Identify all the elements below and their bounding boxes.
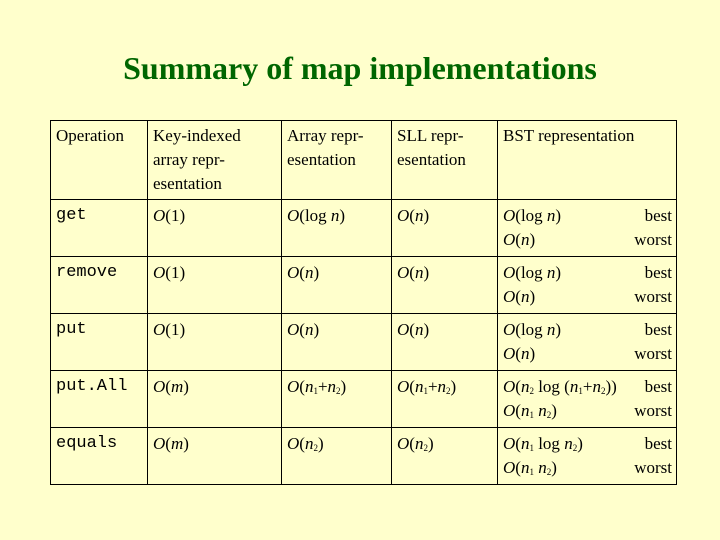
bst-best-line <box>503 318 672 342</box>
operation-cell: put <box>51 314 148 371</box>
header-key-indexed-line: array repr- <box>153 150 225 169</box>
best-label: best <box>644 263 672 282</box>
table-row <box>51 371 677 428</box>
bst-cell <box>498 200 677 257</box>
header-key-indexed-line: Key-indexed <box>153 126 241 145</box>
bst-worst-value: O(n) <box>503 344 536 363</box>
map-implementations-table <box>50 120 677 485</box>
header-array-line: Array repr- <box>287 126 364 145</box>
table-row <box>51 200 677 257</box>
header-key-indexed <box>148 121 282 200</box>
header-operation: Operation <box>51 121 148 200</box>
bst-worst-value: $O(n_1$ $n_2$) <box>503 401 557 420</box>
bst-best-value: O(log n) <box>503 320 562 339</box>
array-cell: O(n) <box>282 314 392 371</box>
bst-best-value: O(log n) <box>503 206 562 225</box>
sll-cell: O(n) <box>392 314 498 371</box>
key-indexed-cell: O(1) <box>148 257 282 314</box>
sll-cell: $O(n_1+n_2)$ <box>392 371 498 428</box>
bst-worst-line <box>503 285 672 309</box>
operation-cell: get <box>51 200 148 257</box>
best-label: best <box>644 377 672 396</box>
operation-cell: remove <box>51 257 148 314</box>
operation-cell: equals <box>51 428 148 485</box>
bst-best-line <box>503 432 672 456</box>
worst-label: worst <box>634 230 672 249</box>
bst-best-line <box>503 375 672 399</box>
worst-label: worst <box>634 401 672 420</box>
bst-cell <box>498 314 677 371</box>
best-label: best <box>644 206 672 225</box>
bst-worst-line <box>503 456 672 480</box>
header-sll <box>392 121 498 200</box>
bst-worst-value: O(n) <box>503 230 536 249</box>
bst-worst-value: $O(n_1$ $n_2$) <box>503 458 557 477</box>
array-cell: O(n) <box>282 257 392 314</box>
key-indexed-cell: O(1) <box>148 200 282 257</box>
header-key-indexed-line: esentation <box>153 174 222 193</box>
worst-label: worst <box>634 287 672 306</box>
bst-best-value: $O(n_2$ $\log (n_1+n_2)$) <box>503 377 617 396</box>
operation-cell: put.All <box>51 371 148 428</box>
header-array-line: esentation <box>287 150 356 169</box>
sll-cell: $O(n_2)$ <box>392 428 498 485</box>
sll-cell: O(n) <box>392 257 498 314</box>
header-sll-line: esentation <box>397 150 466 169</box>
table-row <box>51 314 677 371</box>
slide-title: Summary of map implementations <box>123 50 597 86</box>
bst-best-line <box>503 204 672 228</box>
best-label: best <box>644 434 672 453</box>
header-sll-line: SLL repr- <box>397 126 464 145</box>
worst-label: worst <box>634 458 672 477</box>
bst-worst-line <box>503 399 672 423</box>
bst-best-value: $O(n_1$ $\log n_2$) <box>503 434 583 453</box>
bst-worst-line <box>503 342 672 366</box>
array-cell: $O(n_1+n_2)$ <box>282 371 392 428</box>
array-cell: O(log n) <box>282 200 392 257</box>
table-row <box>51 428 677 485</box>
key-indexed-cell: O(m) <box>148 428 282 485</box>
header-array <box>282 121 392 200</box>
worst-label: worst <box>634 344 672 363</box>
table-row <box>51 257 677 314</box>
bst-cell <box>498 257 677 314</box>
bst-worst-value: O(n) <box>503 287 536 306</box>
key-indexed-cell: O(m) <box>148 371 282 428</box>
header-bst: BST representation <box>498 121 677 200</box>
sll-cell: O(n) <box>392 200 498 257</box>
bst-cell <box>498 428 677 485</box>
array-cell: $O(n_2)$ <box>282 428 392 485</box>
bst-best-line <box>503 261 672 285</box>
bst-worst-line <box>503 228 672 252</box>
best-label: best <box>644 320 672 339</box>
bst-best-value: O(log n) <box>503 263 562 282</box>
key-indexed-cell: O(1) <box>148 314 282 371</box>
bst-cell <box>498 371 677 428</box>
table-header-row <box>51 121 677 200</box>
